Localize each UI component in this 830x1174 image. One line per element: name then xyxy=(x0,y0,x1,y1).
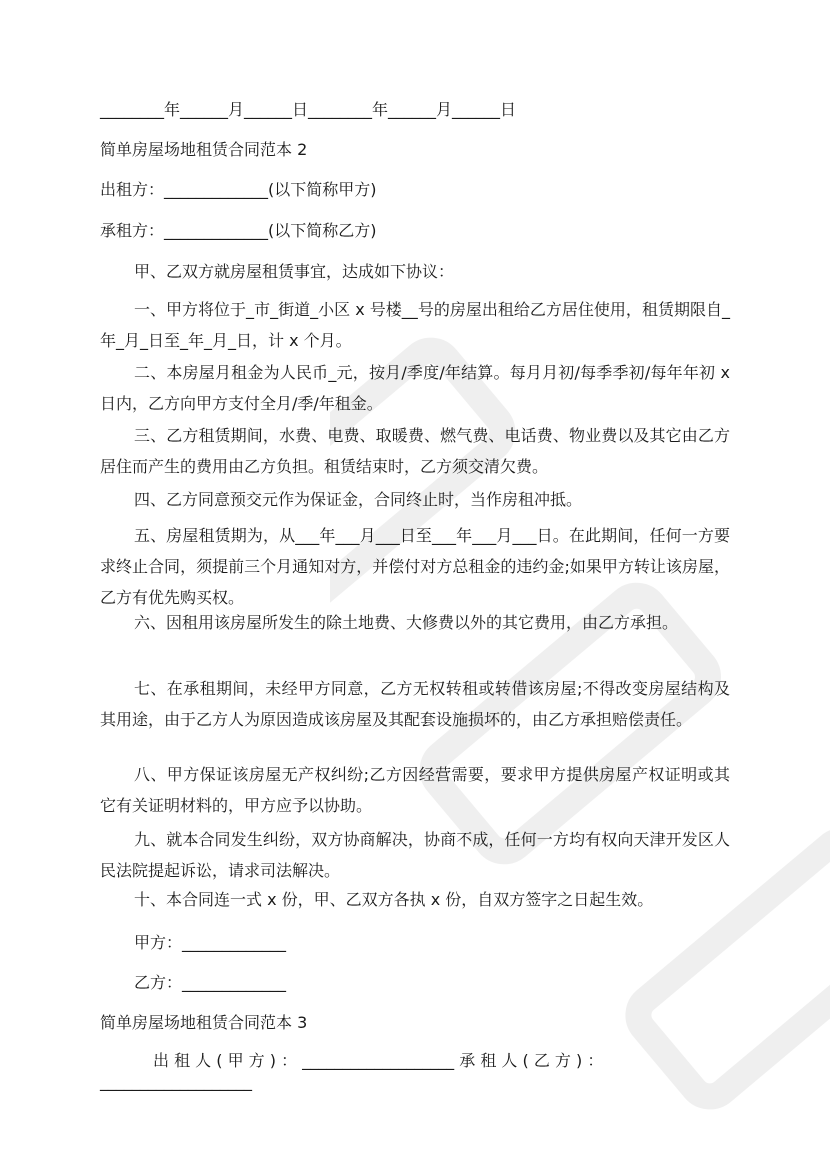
clause-2: 二、本房屋月租金为人民币_元，按月/季度/年结算。每月月初/每季季初/每年年初 x 日内，乙方向甲方支付全月/季/年租金。 xyxy=(100,363,730,413)
clause-6: 六、因租用该房屋所发生的除土地费、大修费以外的其它费用，由乙方承担。 xyxy=(134,613,679,632)
clause-5: 五、房屋租赁期为，从___年___月___日至___年___月___日。在此期间，任何一方要求终止合同，须提前三个月通知对方，并偿付对方总租金的违约金;如果甲方转让该房屋，乙方有优先购买权。 xyxy=(100,526,730,607)
date-line: ________年______月______日________年______月______日 xyxy=(100,100,517,119)
party-a-signature: 甲方：_____________ xyxy=(134,933,287,952)
lessor-lessee-line: 出 租 人 ( 甲 方 ) ： ___________________ 承 租 人 ( 乙 方 ) ： xyxy=(153,1051,604,1070)
lessee-blank: ___________________ xyxy=(100,1072,252,1091)
lessee-line: 承租方：_____________(以下简称乙方) xyxy=(100,221,377,240)
clause-9: 九、就本合同发生纠纷，双方协商解决，协商不成，任何一方均有权向天津开发区人民法院提起诉讼，请求司法解决。 xyxy=(100,830,730,880)
section-title: 简单房屋场地租赁合同范本 2 xyxy=(100,140,308,159)
clause-1: 一、甲方将位于_市_街道_小区 x 号楼__号的房屋出租给乙方居住使用，租赁期限自_年_月_日至_年_月_日，计 x 个月。 xyxy=(100,300,730,350)
clause-3: 三、乙方租赁期间，水费、电费、取暖费、燃气费、电话费、物业费以及其它由乙方居住而产生的费用由乙方负担。租赁结束时，乙方须交清欠费。 xyxy=(100,426,730,476)
party-b-signature: 乙方：_____________ xyxy=(134,973,287,992)
section-title: 简单房屋场地租赁合同范本 3 xyxy=(100,1013,308,1032)
clause-8: 八、甲方保证该房屋无产权纠纷;乙方因经营需要，要求甲方提供房屋产权证明或其它有关证明材料的，甲方应予以协助。 xyxy=(100,765,730,815)
clause-4: 四、乙方同意预交元作为保证金，合同终止时，当作房租冲抵。 xyxy=(134,490,583,509)
clause-10: 十、本合同连一式 x 份，甲、乙双方各执 x 份，自双方签字之日起生效。 xyxy=(134,890,654,909)
clause-7: 七、在承租期间，未经甲方同意，乙方无权转租或转借该房屋;不得改变房屋结构及其用途，由于乙方人为原因造成该房屋及其配套设施损坏的，由乙方承担赔偿责任。 xyxy=(100,679,730,729)
lessor-line: 出租方：_____________(以下简称甲方) xyxy=(100,180,377,199)
agreement-intro: 甲、乙双方就房屋租赁事宜，达成如下协议： xyxy=(134,262,455,281)
